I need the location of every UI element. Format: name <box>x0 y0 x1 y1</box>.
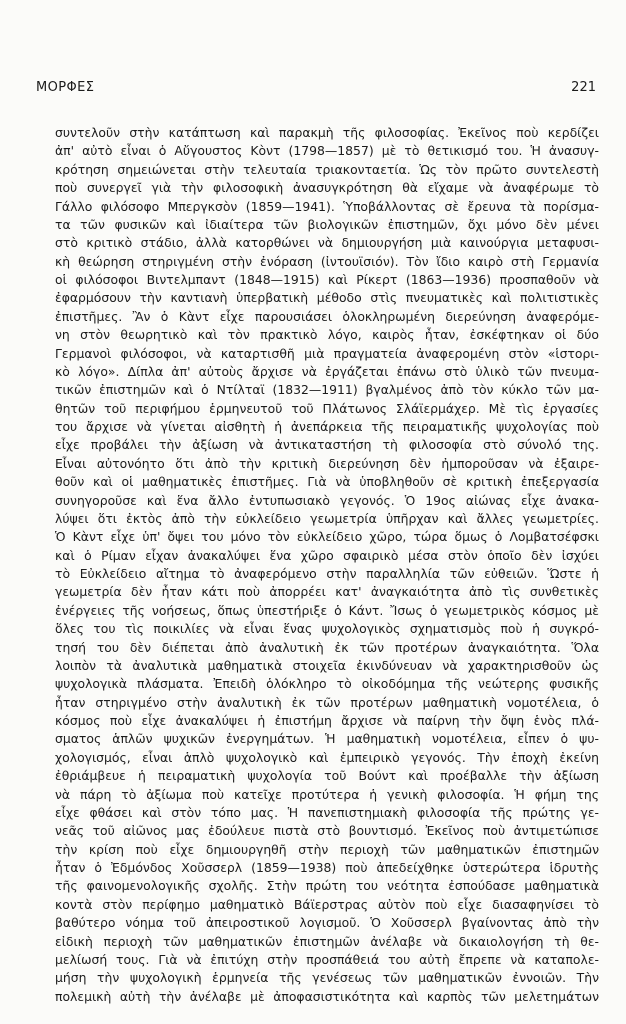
body-text <box>55 124 599 1006</box>
text-line: τα τῶν φυσικῶν καὶ ἰδιαίτερα τῶν βιολογικῶν ἐπιστημῶν, ὄχι μόνο δὲν μένει <box>55 216 599 232</box>
text-line: ἦταν στηριγμένο στὴν ἀναλυτικὴ ἐκ τῶν προτέρων μαθηματικὴ νομοτέλεια, ὁ <box>55 694 599 710</box>
text-line: ἐθριάμβευε ἡ πειραματικὴ ψυχολογία τοῦ Βούντ καὶ προέβαλλε τὴν ἀξίωση <box>55 768 599 784</box>
text-line: ἀπ' αὐτὸ εἶναι ὁ Αὔγουστος Κὸντ (1798—1857) μὲ τὸ θετικισμό του. Ἡ ἀνασυγ- <box>55 143 599 159</box>
text-line: νεᾶς τοῦ αἰῶνος μας ἐδούλευε πιστὰ στὸ βουντισμό. Ἐκεῖνος ποὺ ἀντιμετώπισε <box>55 823 599 839</box>
text-line: τῆς φαινομενολογικῆς σχολῆς. Στὴν πρώτη του νεότητα ἐσπούδασε μαθηματικὰ <box>55 878 599 894</box>
page-number: 221 <box>571 80 596 95</box>
text-line: πολεμικὴ αὐτὴ τὴν ἀνέλαβε μὲ ἀποφασιστικότητα καὶ καρπὸς τῶν μελετημάτων <box>55 988 599 1004</box>
text-line: Γερμανοὶ φιλόσοφοι, νὰ καταρτισθῆ μιὰ πραγματεία ἀναφερομένη στὸν «ἱστορι- <box>55 345 599 361</box>
text-line: Γάλλο φιλόσοφο Μπεργκσὸν (1859—1941). Ὑποβάλλοντας σὲ ἔρευνα τὰ πορίσμα- <box>55 198 599 214</box>
text-line: εἰδικὴ περιοχὴ τῶν μαθηματικῶν ἐπιστημῶν ἀνέλαβε νὰ δικαιολογήση τὴ θε- <box>55 933 599 949</box>
text-line: κόσμος ποὺ εἶχε ἀνακαλύψει ἡ ἐπιστήμη ἄρχισε νὰ παίρνη τὴν ὄψη ἑνὸς πλά- <box>55 713 599 728</box>
text-line: γεωμετρία δὲν ἦταν κάτι ποὺ ἀπορρέει κατ' ἀναγκαιότητα ἀπὸ τὶς συνθετικὲς <box>55 584 599 600</box>
text-line: λύψει ὅτι ἐκτὸς ἀπὸ τὴν εὐκλείδειο γεωμετρία ὑπῆρχαν καὶ ἄλλες γεωμετρίες. <box>55 510 599 526</box>
text-line: λοιπὸν τὰ ἀναλυτικὰ μαθηματικὰ στοιχεῖα ἐκινδύνευαν νὰ χαρακτηρισθοῦν ὡς <box>55 657 599 673</box>
text-line: κὴ θεώρηση στηριγμένη στὴν ἐνόραση (ἰντουϊσιόν). Τὸν ἴδιο καιρὸ στὴ Γερμανία <box>55 253 599 269</box>
text-line: ὅλες του τὶς ποικιλίες νὰ εἶναι ἕνας ψυχολογικὸς σχηματισμὸς ποὺ ἡ συγκρό- <box>55 621 599 637</box>
text-line: τικῶν ἐπιστημῶν καὶ ὁ Ντίλταϊ (1832—1911) βγαλμένος ἀπὸ τὸν κύκλο τῶν μα- <box>55 382 599 398</box>
text-line: ψυχολογικὰ πλάσματα. Ἐπειδὴ ὁλόκληρο τὸ οἰκοδόμημα τῆς νεώτερης φυσικῆς <box>55 676 599 692</box>
text-line: οἱ φιλόσοφοι Βιντελμπαντ (1848—1915) καὶ Ρίκερτ (1863—1936) προσπαθοῦν νὰ <box>55 272 599 287</box>
text-line: τὴν κρίση ποὺ εἶχε δημιουργηθῆ στὴν περιοχὴ τῶν μαθηματικῶν ἐπιστημῶν <box>55 841 599 857</box>
running-title: ΜΟΡΦΕΣ <box>36 80 95 95</box>
text-line: στὸ κριτικὸ στάδιο, ἀλλὰ κατορθώνει νὰ δημιουργήση μιὰ καινούργια μεταφυσι- <box>55 235 599 251</box>
text-line: του ἄρχισε νὰ γίνεται αἰσθητὴ ἡ ἀνεπάρκεια τῆς πειραματικῆς ψυχολογίας ποὺ <box>55 419 599 434</box>
text-line: εἶχε προβάλει τὴν ἀξίωση νὰ ἀντικαταστήση τὴ φιλοσοφία στὸ σύνολό της. <box>55 437 599 453</box>
text-line: τὸ Εὐκλείδειο αἴτημα τὸ ἀναφερόμενο στὴν παραλληλία τῶν εὐθειῶν. Ὥστε ἡ <box>55 566 599 581</box>
text-line: κὸ λόγο». Δίπλα ἀπ' αὐτοὺς ἄρχισε νὰ ἐργάζεται ἐπάνω στὸ ὑλικὸ τῶν πνευμα- <box>55 363 599 379</box>
text-line: χολογισμός, εἶναι ἁπλὸ ψυχολογικὸ καὶ ἐμπειρικὸ γεγονός. Τὴν ἐποχὴ ἐκείνη <box>55 749 599 765</box>
text-line: ποὺ συνεργεῖ γιὰ τὴν φιλοσοφικὴ ἀνασυγκρότηση θὰ εἴχαμε νὰ ἀναφέρωμε τὸ <box>55 180 599 196</box>
text-line: συνηγοροῦσε καὶ ἕνα ἄλλο ἐντυπωσιακὸ γεγονός. Ὁ 19ος αἰώνας εἶχε ἀνακα- <box>55 492 599 508</box>
text-line: καὶ ὁ Ρίμαν εἶχαν ἀνακαλύψει ἕνα χῶρο σφαιρικὸ μέσα στὸν ὁποῖο δὲν ἰσχύει <box>55 547 599 563</box>
text-line: τησή του δὲν διέπεται ἀπὸ ἀναλυτικὴ ἐκ τῶν προτέρων ἀναγκαιότητα. Ὅλα <box>55 639 599 655</box>
text-line: βαθύτερο νόημα τοῦ ἀπειροστικοῦ λογισμοῦ. Ὁ Χοῦσσερλ βγαίνοντας ἀπὸ τὴν <box>55 915 599 931</box>
text-line: Ὁ Κὰντ εἶχε ὑπ' ὄψει του μόνο τὸν εὐκλείδειο χῶρο, τώρα ὅμως ὁ Λομβατσέφσκι <box>55 529 599 545</box>
text-line: νὰ πάρη τὸ ἀξίωμα ποὺ κατεῖχε προτύτερα ἡ γενικὴ φιλοσοφία. Ἡ φήμη της <box>55 786 599 802</box>
text-line: κοντὰ στὸν περίφημο μαθηματικὸ Βάϊερστρας αὐτὸν ποὺ εἶχε διασαφηνίσει τὸ <box>55 896 599 912</box>
text-line: Εἶναι αὐτονόητο ὅτι ἀπὸ τὴν κριτικὴ διερεύνηση δὲν ἠμποροῦσαν νὰ ἐξαιρε- <box>55 455 599 471</box>
text-line: μήση τὴν ψυχολογικὴ ἑρμηνεία τῆς γενέσεως τῶν μαθηματικῶν ἐννοιῶν. Τὴν <box>55 970 599 986</box>
text-line: ἦταν ὁ Ἐδμόνδος Χοῦσσερλ (1859—1938) ποὺ ἀπεδείχθηκε ὑστερώτερα ἱδρυτὴς <box>55 860 599 875</box>
text-line: ἐφαρμόσουν τὴν καντιανὴ ὑπερβατικὴ μέθοδο στὶς πνευματικὲς καὶ πολιτιστικὲς <box>55 290 599 306</box>
text-line: θητῶν τοῦ περιφήμου ἑρμηνευτοῦ τοῦ Πλάτωνος Σλάϊερμάχερ. Μὲ τὶς ἐργασίες <box>55 400 599 416</box>
text-line: νη στὸν θεωρητικὸ καὶ τὸν πρακτικὸ λόγο, καιρὸς ἦταν, ἐσκέφτηκαν οἱ δύο <box>55 327 599 343</box>
text-line: θοῦν καὶ οἱ μαθηματικὲς ἐπιστῆμες. Γιὰ νὰ ὑποβληθοῦν σὲ κριτικὴ ἐπεξεργασία <box>55 474 599 490</box>
text-line: ἐνέργειες τῆς νοήσεως, ὅπως ὑπεστήριξε ὁ Κάντ. Ἴσως ὁ γεωμετρικὸς κόσμος μὲ <box>55 602 599 618</box>
text-line: μελίωσή τους. Γιὰ νὰ ἐπιτύχη στὴν προσπάθειά του αὐτὴ ἔπρεπε νὰ καταπολε- <box>55 951 599 967</box>
text-line: εἶχε φθάσει καὶ στὸν τόπο μας. Ἡ πανεπιστημιακὴ φιλοσοφία τῆς πρώτης γε- <box>55 804 599 820</box>
text-line: ἐπιστῆμες. Ἂν ὁ Κὰντ εἶχε παρουσιάσει ὁλοκληρωμένη διερεύνηση ἀναφερόμε- <box>55 308 599 324</box>
text-line: συντελοῦν στὴν κατάπτωση καὶ παρακμὴ τῆς φιλοσοφίας. Ἐκεῖνος ποὺ κερδίζει <box>55 125 599 140</box>
text-line: κρότηση σημειώνεται στὴν τελευταία τριακονταετία. Ὡς τὸν πρῶτο συντελεστὴ <box>55 161 599 177</box>
text-line: σματος ἁπλῶν ψυχικῶν ἐνεργημάτων. Ἡ μαθηματικὴ νομοτέλεια, εἶπεν ὁ ψυ- <box>55 731 599 747</box>
